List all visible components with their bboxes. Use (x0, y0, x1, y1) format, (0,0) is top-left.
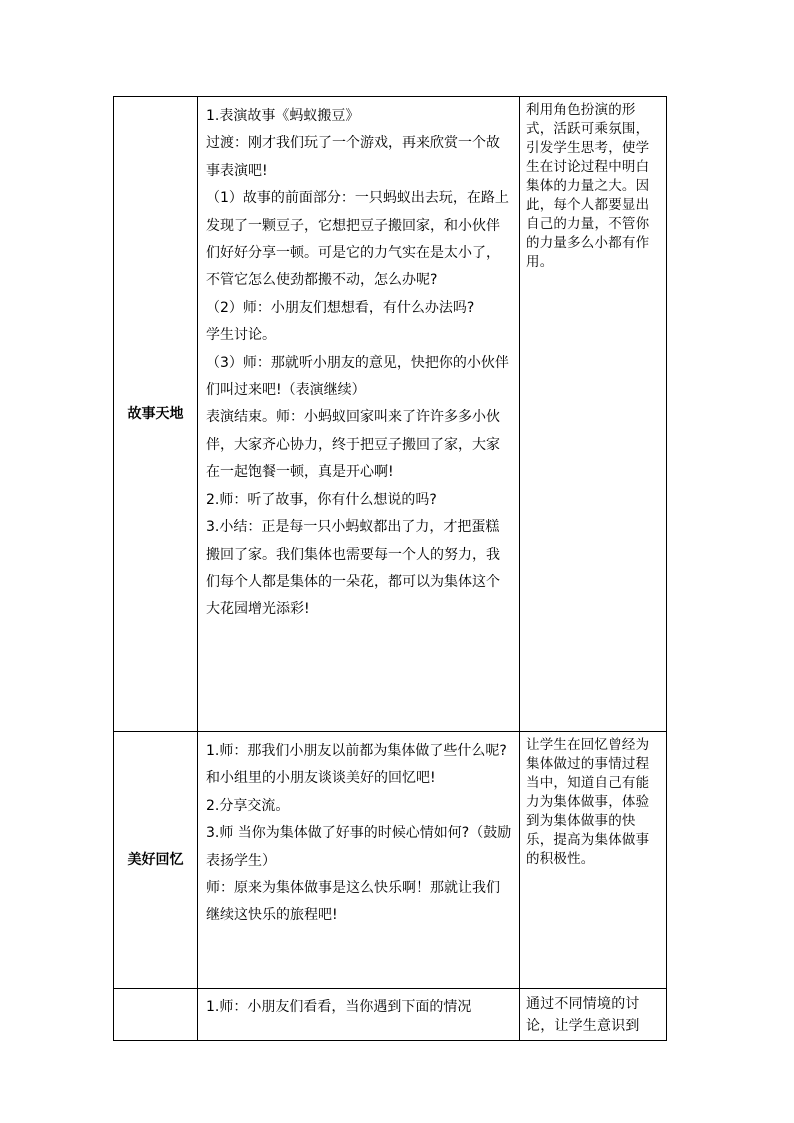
design-intent-text: 利用角色扮演的形式，活跃可乘氛围，引发学生思考，使学生在讨论过程中明白集体的力量之大。因此，每个人都要显出自己的力量，不管你的力量多么小都有作用。 (526, 102, 650, 270)
table-row (114, 989, 667, 1041)
content-line: 3.师 当你为集体做了好事的时候心情如何?（鼓励表扬学生） (206, 825, 512, 869)
content-line: （3）师：那就听小朋友的意见，快把你的小伙伴们叫过来吧!（表演继续） (206, 354, 509, 399)
table-row (114, 97, 667, 732)
section-note-story (520, 97, 667, 732)
content-line: 1.师：小朋友们看看，当你遇到下面的情况 (206, 999, 472, 1015)
content-line: 2.师：听了故事，你有什么想说的吗? (206, 491, 437, 508)
design-intent-text: 通过不同情境的讨论，让学生意识到 (526, 996, 640, 1034)
lesson-plan-table (113, 96, 667, 1041)
content-line: 3.小结：正是每一只小蚂蚁都出了力，才把蛋糕搬回了家。我们集体也需要每一个人的努力，我们每个人都是集体的一朵花，都可以为集体这个大花园增光添彩! (206, 519, 500, 618)
section-content-memories (198, 732, 520, 989)
content-line: 师：原来为集体做事是这么快乐啊！那就让我们继续这快乐的旅程吧! (206, 880, 500, 924)
content-line: （1）故事的前面部分：一只蚂蚁出去玩，在路上发现了一颗豆子，它想把豆子搬回家，和小伙伴们好好分享一顿。可是它的力气实在是太小了，不管它怎么使劲都搬不动，怎么办呢? (206, 190, 509, 289)
section-note-memories (520, 732, 667, 989)
content-line: 学生讨论。 (206, 327, 276, 344)
design-intent-text: 让学生在回忆曾经为集体做过的事情过程当中，知道自己有能力为集体做事，体验到为集体做事的快乐，提高为集体做事的积极性。 (526, 737, 650, 867)
content-line: （2）师：小朋友们想想看，有什么办法吗? (206, 299, 475, 316)
content-line: 1.师：那我们小朋友以前都为集体做了些什么呢?和小组里的小朋友谈谈美好的回忆吧! (206, 743, 507, 787)
content-line: 过渡：刚才我们玩了一个游戏，再来欣赏一个故事表演吧! (206, 135, 500, 179)
section-content-situations (198, 989, 520, 1041)
table-row (114, 732, 667, 989)
section-label-empty (114, 989, 198, 1041)
section-note-situations (520, 989, 667, 1041)
content-line: 2.分享交流。 (206, 797, 290, 814)
section-label-story: 故事天地 (114, 97, 198, 732)
content-line: 1.表演故事《蚂蚁搬豆》 (206, 108, 360, 124)
section-label-memories: 美好回忆 (114, 732, 198, 989)
section-content-story (198, 97, 520, 732)
content-line: 表演结束。师：小蚂蚁回家叫来了许许多多小伙伴，大家齐心协力，终于把豆子搬回了家，大家在一起饱餐一顿，真是开心啊! (206, 409, 500, 481)
